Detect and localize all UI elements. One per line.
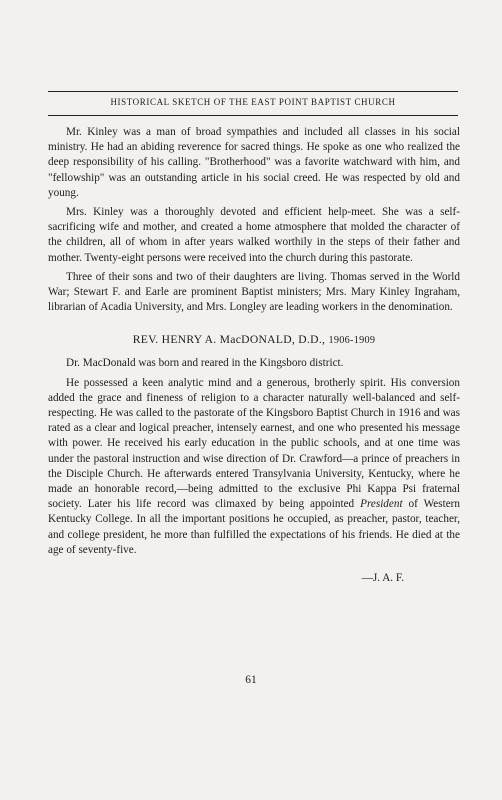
header-bottom-rule <box>48 115 458 116</box>
paragraph-macdonald-career <box>48 376 460 558</box>
signature: —J. A. F. <box>361 572 404 585</box>
header-top-rule <box>48 91 458 92</box>
career-text-after: of Western Kentucky College. In all the important positions he occupied, as preacher, pastor, teacher, and college president, he more than fulfilled the expectations of his friends. He died at the age of seventy-five. <box>48 498 460 556</box>
paragraph-kinley-children: Three of their sons and two of their daughters are living. Thomas served in the World War; Stewart F. and Earle are prominent Baptist ministers; Mrs. Mary Kinley Ingraham, librarian of Acadia University, and Mrs. Longley are leading workers in the denomination. <box>48 270 460 314</box>
paragraph-kinley-ministry: Mr. Kinley was a man of broad sympathies and included all classes in his social ministry. He had an abiding reverence for sacred things. He spoke as one who realized the deep responsibility of his calling. "Brotherhood" was a favorite watchward with him, and "fellowship" was an outstanding article in his social creed. He was respected by old and young. <box>48 126 460 199</box>
body-text <box>48 125 460 584</box>
section-title-dates: 1906-1909 <box>328 335 376 347</box>
paragraph-macdonald-origin: Dr. MacDonald was born and reared in the Kingsboro district. <box>66 357 344 370</box>
president-italic: President <box>360 498 403 511</box>
page-number: 61 <box>245 674 257 686</box>
paragraph-mrs-kinley: Mrs. Kinley was a thoroughly devoted and efficient help-meet. She was a self-sacrificing wife and mother, and created a home atmosphere that molded the character of the children, all of whom in after years walked worthily in the steps of their father and mother. Twenty-eight persons were received into the church during this pastorate. <box>48 206 460 264</box>
running-head: HISTORICAL SKETCH OF THE EAST POINT BAPTIST CHURCH <box>110 97 396 107</box>
career-text-before: He possessed a keen analytic mind and a generous, brotherly spirit. His conversion added the grace and fineness of religion to a character naturally well-balanced and self-respecting. He was called to the pastorate of the Kingsboro Baptist Church in 1916 and was rated as a clear and logical preacher, intensely earnest, and one who presented his message with power. He received his early education in the public schools, and at one time was under the pastoral instruction and wise direction of Dr. Crawford—a prince of preachers in the Disciple Church. He afterwards entered Transylvania University, Kentucky, where he made an honorable record,—being admitted to the exclusive Phi Kappa Psi fraternal society. Later his life record was climaxed by being appointed <box>48 376 460 511</box>
section-title <box>48 333 460 346</box>
section-title-name: REV. HENRY A. MacDONALD, D.D., <box>132 333 326 347</box>
